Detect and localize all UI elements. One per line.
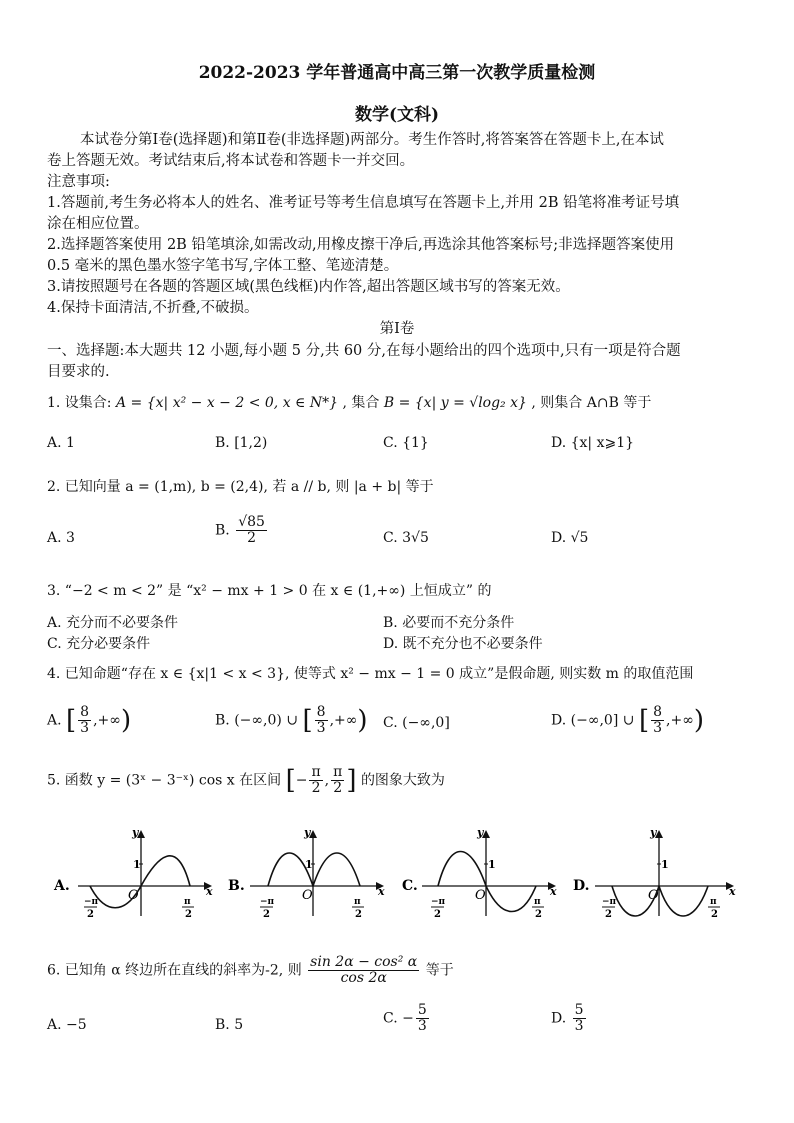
origin-label: O (475, 888, 486, 903)
pos-pi: π (184, 897, 191, 907)
q6-numerator: sin 2α − cos² α (310, 954, 418, 970)
q1-set-b: B = {x| y = √log₂ x} (383, 395, 527, 411)
frac-denominator: 2 (311, 780, 321, 796)
graph-a-label: A. (54, 878, 70, 894)
paren: ) (693, 705, 705, 736)
note-line: 2.选择题答案使用 2B 铅笔填涂,如需改动,用橡皮擦干净后,再选涂其他答案标号;非选择题答案使用 (47, 237, 675, 253)
q1-set-a: A = {x| x² − x − 2 < 0, x ∈ N*} (115, 395, 339, 411)
q6-stem: 等于 (425, 962, 454, 979)
x-label: x (729, 885, 736, 898)
frac-numerator: 5 (417, 1002, 427, 1018)
q5-stem: 的图象大致为 (360, 772, 445, 789)
q2-option-d: D. √5 (551, 530, 589, 546)
section-title: 第Ⅰ卷 (379, 321, 415, 337)
interval-tail: ,+∞ (329, 712, 358, 729)
q4-option-a-label: A. (47, 712, 62, 729)
y-label: y (477, 826, 484, 839)
question-4: 4. 已知命题“存在 x ∈ {x|1 < x < 3}, 使等式 x² − mx − 1 = 0 成立”是假命题, 则实数 m 的取值范围 (47, 666, 694, 682)
tick-1: 1 (133, 858, 141, 871)
curve (438, 852, 536, 912)
interval-tail: ,+∞ (666, 712, 694, 729)
q2-option-b-denominator: 2 (247, 530, 257, 546)
q6-option-a: A. −5 (47, 1017, 87, 1033)
subject-title: 数学(文科) (354, 105, 440, 125)
two: 2 (711, 909, 718, 920)
q3-option-a: A. 充分而不必要条件 (47, 615, 179, 631)
pos-pi: π (710, 897, 717, 907)
frac-denominator: 3 (653, 720, 663, 736)
notes-heading: 注意事项: (47, 174, 110, 190)
frac-numerator: 8 (80, 704, 90, 720)
bracket: ] (346, 765, 357, 796)
q5-stem: 5. 函数 y = (3ˣ − 3⁻ˣ) cos x 在区间 (47, 772, 282, 789)
q5-graphs (40, 820, 760, 920)
q6-option-d (551, 1003, 588, 1034)
q4-option-b-label: B. (−∞,0) ∪ (215, 712, 299, 729)
question-3: 3. “−2 < m < 2” 是 “x² − mx + 1 > 0 在 x ∈ (1,+∞) 上恒成立” 的 (47, 583, 492, 599)
q2-option-b-numerator: √85 (238, 514, 265, 530)
frac-numerator: π (333, 764, 343, 780)
paren: ) (357, 705, 368, 736)
two: 2 (87, 909, 94, 920)
minus: − (295, 772, 308, 789)
two: 2 (605, 909, 612, 920)
q4-option-d-label: D. (−∞,0] ∪ (551, 712, 635, 729)
section-desc: 目要求的. (47, 364, 110, 380)
interval-tail: ,+∞ (93, 712, 121, 729)
q6-option-c-label: C. − (383, 1010, 414, 1027)
pos-pi: π (354, 897, 361, 907)
q6-option-b: B. 5 (215, 1017, 244, 1033)
section-desc: 一、选择题:本大题共 12 小题,每小题 5 分,共 60 分,在每小题给出的四个选项中,只有一项是符合题 (47, 343, 681, 359)
tick-1: 1 (305, 858, 313, 871)
q2-option-c: C. 3√5 (383, 530, 429, 546)
graph-a (53, 826, 213, 920)
pos-pi: π (534, 897, 541, 907)
two: 2 (434, 909, 441, 920)
exam-title: 2022-2023 学年普通高中高三第一次教学质量检测 (198, 63, 596, 83)
q6-stem: 6. 已知角 α 终边所在直线的斜率为-2, 则 (47, 962, 302, 979)
two: 2 (355, 909, 362, 920)
question-2: 2. 已知向量 a = (1,m), b = (2,4), 若 a // b, 则 |a + b| 等于 (47, 479, 434, 495)
x-label: x (206, 885, 213, 898)
q6-option-c (383, 1003, 431, 1034)
q1-stem: , 则集合 A∩B 等于 (531, 395, 652, 411)
q2-option-b-label: B. (215, 522, 230, 539)
q3-option-d: D. 既不充分也不必要条件 (383, 636, 543, 652)
y-label: y (132, 826, 139, 839)
frac-denominator: 2 (333, 780, 343, 796)
q2-option-a: A. 3 (47, 530, 75, 546)
two: 2 (185, 909, 192, 920)
two: 2 (263, 909, 270, 920)
tick-1: 1 (661, 858, 669, 871)
q4-option-b (215, 705, 368, 736)
graph-c (402, 826, 557, 920)
q3-option-c: C. 充分必要条件 (47, 636, 151, 652)
q4-option-d (551, 705, 704, 736)
q1-stem: , 集合 (342, 395, 380, 411)
q1-option-a: A. 1 (47, 435, 75, 451)
frac-numerator: 8 (316, 704, 326, 720)
graph-c-label: C. (402, 878, 418, 894)
curve (268, 853, 360, 886)
graph-b (228, 826, 385, 920)
q1-option-b: B. [1,2) (215, 435, 268, 451)
neg-pi: −π (602, 897, 617, 907)
q2-option-b (215, 515, 269, 546)
q6-option-d-label: D. (551, 1010, 567, 1027)
bracket: [ (638, 705, 650, 736)
note-line: 3.请按照题号在各题的答题区域(黑色线框)内作答,超出答题区域书写的答案无效。 (47, 279, 570, 295)
frac-denominator: 3 (574, 1018, 584, 1034)
two: 2 (535, 909, 542, 920)
q4-option-a (47, 705, 131, 736)
y-label: y (650, 826, 657, 839)
paren: ) (120, 705, 132, 736)
origin-label: O (302, 888, 313, 903)
frac-denominator: 3 (80, 720, 90, 736)
question-6 (47, 955, 454, 986)
question-1 (47, 392, 651, 412)
frac-numerator: π (311, 764, 321, 780)
q1-stem: 1. 设集合: (47, 395, 112, 411)
intro-line: 本试卷分第Ⅰ卷(选择题)和第Ⅱ卷(非选择题)两部分。考生作答时,将答案答在答题卡上,在本试 (80, 132, 664, 148)
neg-pi: −π (260, 897, 275, 907)
bracket: [ (66, 705, 77, 736)
x-label: x (378, 885, 385, 898)
q6-denominator: cos 2α (340, 970, 387, 986)
graph-d-label: D. (573, 878, 590, 894)
frac-numerator: 8 (653, 704, 663, 720)
graph-b-label: B. (228, 878, 245, 894)
note-line: 0.5 毫米的黑色墨水签字笔书写,字体工整、笔迹清楚。 (47, 258, 399, 274)
bracket: [ (302, 705, 313, 736)
curve (612, 886, 708, 916)
frac-denominator: 3 (316, 720, 326, 736)
q1-option-c: C. {1} (383, 435, 429, 451)
tick-1: 1 (488, 858, 496, 871)
frac-numerator: 5 (574, 1002, 584, 1018)
bracket: [ (285, 765, 296, 796)
y-label: y (304, 826, 311, 839)
comma: , (324, 772, 330, 789)
q1-option-d: D. {x| x⩾1} (551, 435, 635, 451)
note-line: 涂在相应位置。 (47, 216, 149, 232)
frac-denominator: 3 (417, 1018, 427, 1034)
neg-pi: −π (84, 897, 99, 907)
neg-pi: −π (431, 897, 446, 907)
origin-label: O (648, 888, 659, 903)
intro-line: 卷上答题无效。考试结束后,将本试卷和答题卡一并交回。 (47, 153, 415, 169)
origin-label: O (128, 888, 139, 903)
question-5 (47, 765, 445, 796)
x-label: x (550, 885, 557, 898)
graph-d (573, 826, 736, 920)
note-line: 4.保持卡面清洁,不折叠,不破损。 (47, 300, 259, 316)
q3-option-b: B. 必要而不充分条件 (383, 615, 515, 631)
note-line: 1.答题前,考生务必将本人的姓名、准考证号等考生信息填写在答题卡上,并用 2B 铅笔将准考证号填 (47, 195, 680, 211)
q4-option-c: C. (−∞,0] (383, 715, 450, 731)
